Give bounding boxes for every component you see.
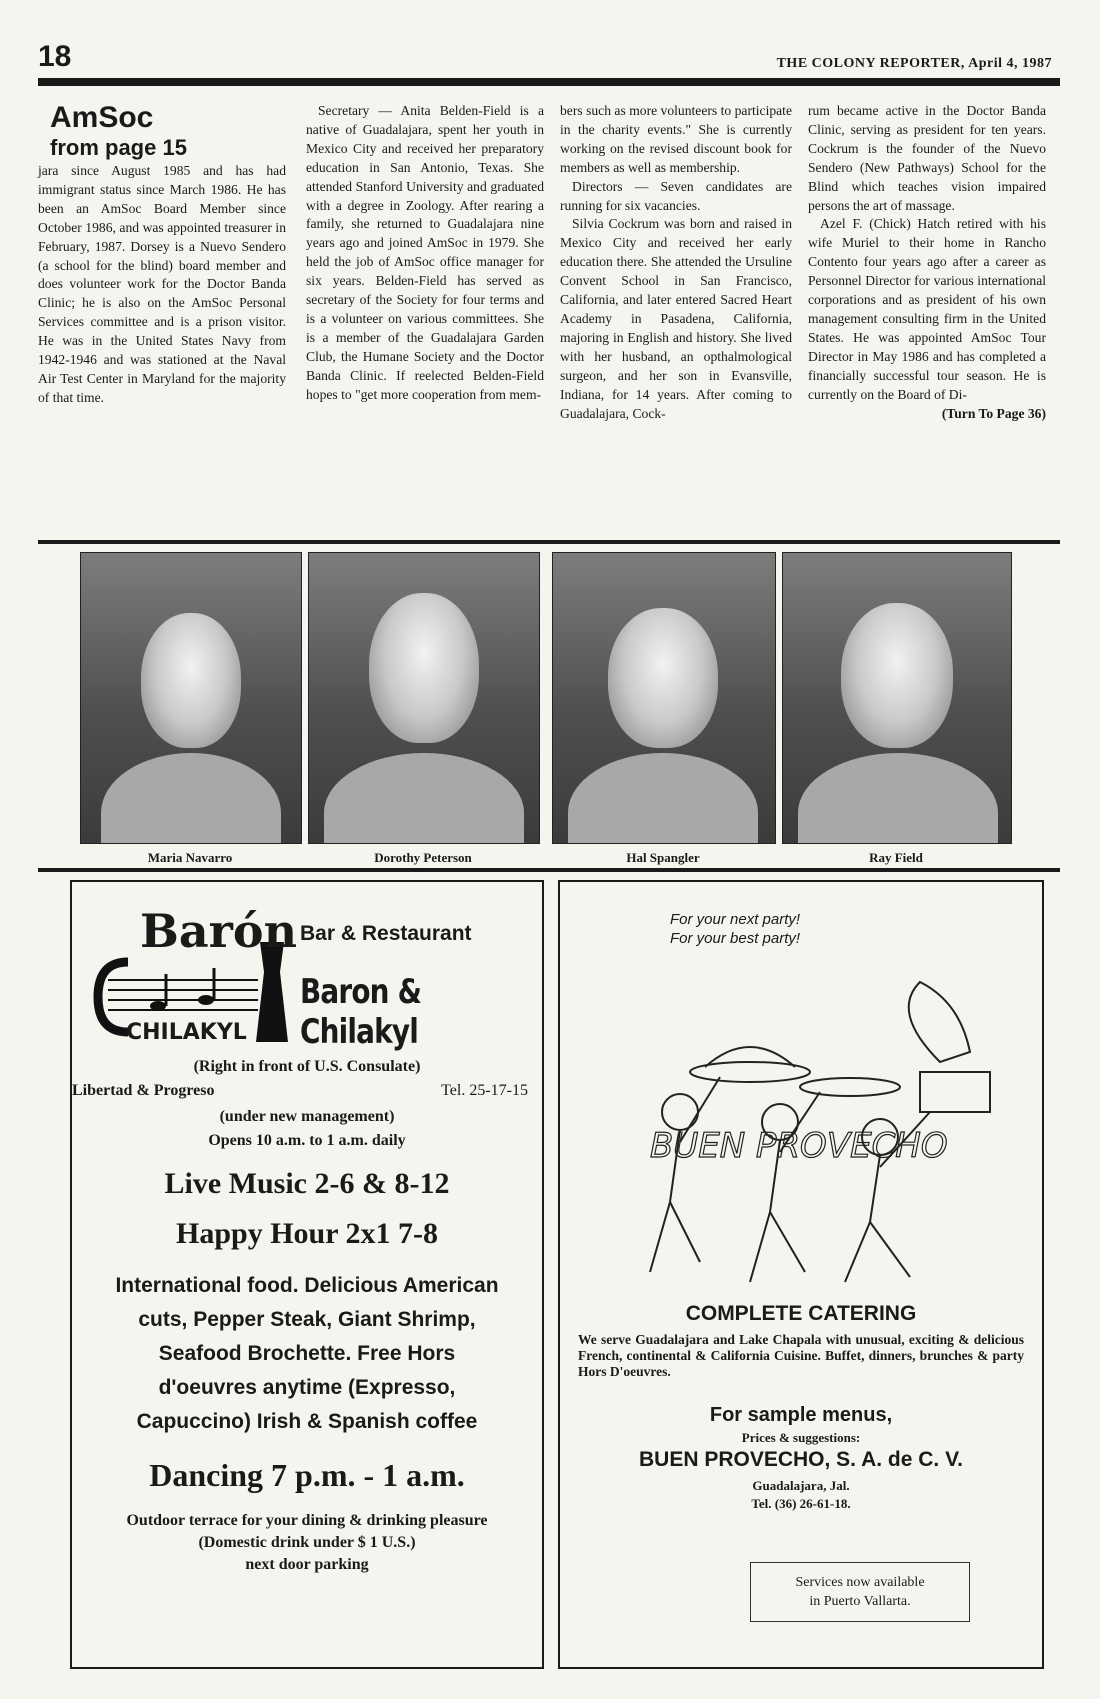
article-headline: AmSoc [50,101,154,134]
ad-phone: Tel. (36) 26-61-18. [751,1496,851,1511]
ad-notice-box [750,1562,970,1622]
ad-cta: For sample menus, [709,1404,893,1426]
ad-company: BUEN PROVECHO, S. A. de C. V. [638,1448,963,1471]
photo-ray-field [782,552,1012,844]
continued-note: (Turn To Page 36) [941,405,1046,421]
article-paragraph: rum became active in the Doctor Banda Clinic, serving as president for ten years. Cockrum is the founder of the Nuevo Sendero (New Pathways) School for the Blind which teaches vision impaired persons the art of massage. [808,103,1046,213]
ad-location: (Right in front of U.S. Consulate) [193,1058,421,1075]
article-paragraph: Directors — Seven candidates are running for six vacancies. [560,178,792,213]
ad-slogan-line: For your best party! [670,930,801,947]
ad-headline: COMPLETE CATERING [685,1302,917,1325]
article-subhead: from page 15 [50,135,187,160]
ad-body: We serve Guadalajara and Lake Chapala with unusual, exciting & delicious French, continental & California Cuisine. Buffet, dinners, brunches & party Hors D'oeuvres. [578,1332,1024,1379]
ad-notice-line: Services now available [795,1575,925,1590]
ad-happy-hour: Happy Hour 2x1 7-8 [176,1217,438,1250]
photo-caption: Ray Field [869,850,923,865]
top-rule [38,78,1060,86]
ad-cta-small: Prices & suggestions: [741,1430,861,1445]
ad-management: (under new management) [219,1108,395,1125]
article-column-1 [38,102,286,408]
ad-hours: Opens 10 a.m. to 1 a.m. daily [208,1132,406,1149]
article-paragraph: Azel F. (Chick) Hatch retired with his wife Muriel to their home in Rancho Contento four years ago after a career as Personnel Director for various international corporations and as president of his own management consulting firm in the United States. He was appointed AmSoc Tour Director in May 1986 and has completed a financially successful tour season. He is currently on the Board of Di- [808,216,1046,402]
section-rule [38,540,1060,544]
ad-phone: Tel. 25-17-15 [441,1082,528,1099]
photo-caption: Maria Navarro [147,850,233,865]
ad-slogan-line: For your next party! [670,911,801,928]
restaurant-ad [70,880,544,1669]
photo-caption: Hal Spangler [626,850,700,865]
ad-dancing: Dancing 7 p.m. - 1 a.m. [149,1457,465,1493]
ad-footer-line: next door parking [245,1556,369,1573]
article-paragraph: jara since August 1985 and has had immigrant status since March 1986. He has been an AmSoc Board Member since October 1986, and was appointed treasurer in February, 1987. Dorsey is a Nuevo Sendero (a school for the blind) board member and does volunteer work for the Doctor Banda Clinic; he is also on the AmSoc Personal Services committee and is a prison visitor. He was in the United States Navy from 1942-1946 and was stationed at the Naval Air Test Center in Maryland for the majority of that time. [38,163,286,405]
article-column-3 [560,102,792,423]
ad-address: Libertad & Progreso [72,1082,215,1099]
page-number: 18 [38,40,72,73]
ad-menu-line: International food. Delicious American [115,1274,499,1297]
logo-text: CHILAKYL [126,1020,247,1045]
ad-tagline: Bar & Restaurant [300,922,472,945]
ad-menu-line: cuts, Pepper Steak, Giant Shrimp, [138,1308,476,1331]
ad-footer-line: Outdoor terrace for your dining & drinking pleasure [126,1512,488,1529]
catering-ad [558,880,1044,1669]
photo-hal-spangler [552,552,776,844]
restaurant-name: Baron & Chilakyl [300,972,422,1052]
ad-live-music: Live Music 2-6 & 8-12 [164,1167,450,1200]
masthead: THE COLONY REPORTER, April 4, 1987 [776,56,1052,71]
article-paragraph: bers such as more volunteers to participate in the charity events." She is currently working on the revised discount book for members as well as membership. [560,103,792,175]
ad-notice-line: in Puerto Vallarta. [809,1594,911,1609]
photo-maria-navarro [80,552,302,844]
ad-footer-line: (Domestic drink under $ 1 U.S.) [198,1534,416,1551]
restaurant-logo [88,902,298,1052]
article-paragraph: Secretary — Anita Belden-Field is a native of Guadalajara, spent her youth in Mexico City and received her preparatory education in San Antonio, Texas. She attended Stanford University and graduated with a degree in Zoology. After rearing a family, she returned to Guadalajara nine years ago and joined AmSoc in 1979. She held the job of AmSoc office manager for six years. Belden-Field has served as secretary of the Society for four terms and is a volunteer on various committees. She is a member of the Guadalajara Garden Club, the Humane Society and the Doctor Banda Clinic. If reelected Belden-Field hopes to "get more cooperation from mem- [306,103,544,402]
article-paragraph: Silvia Cockrum was born and raised in Mexico City and received her early education there. She attended the Ursuline Convent School in San Francisco, California, and later entered Sacred Heart Academy in Pasadena, California, majoring in English and history. She lived with her husband, an opthalmological surgeon, and her son in Evansville, Indiana, for 14 years. After coming to Guadalajara, Cock- [560,216,792,421]
logo-text: Barón [140,904,298,958]
illustration-lettering: BUEN PROVECHO [650,1126,948,1166]
ad-menu-line: Capuccino) Irish & Spanish coffee [136,1410,478,1433]
section-rule [38,868,1060,872]
ad-menu-line: d'oeuvres anytime (Expresso, [158,1376,456,1399]
waiters-illustration [590,942,1010,1302]
photo-caption: Dorothy Peterson [374,850,472,865]
ad-city: Guadalajara, Jal. [752,1478,850,1493]
article-column-4 [808,102,1046,423]
ad-menu-line: Seafood Brochette. Free Hors [158,1342,456,1365]
article-column-2 [306,102,544,405]
photo-dorothy-peterson [308,552,540,844]
